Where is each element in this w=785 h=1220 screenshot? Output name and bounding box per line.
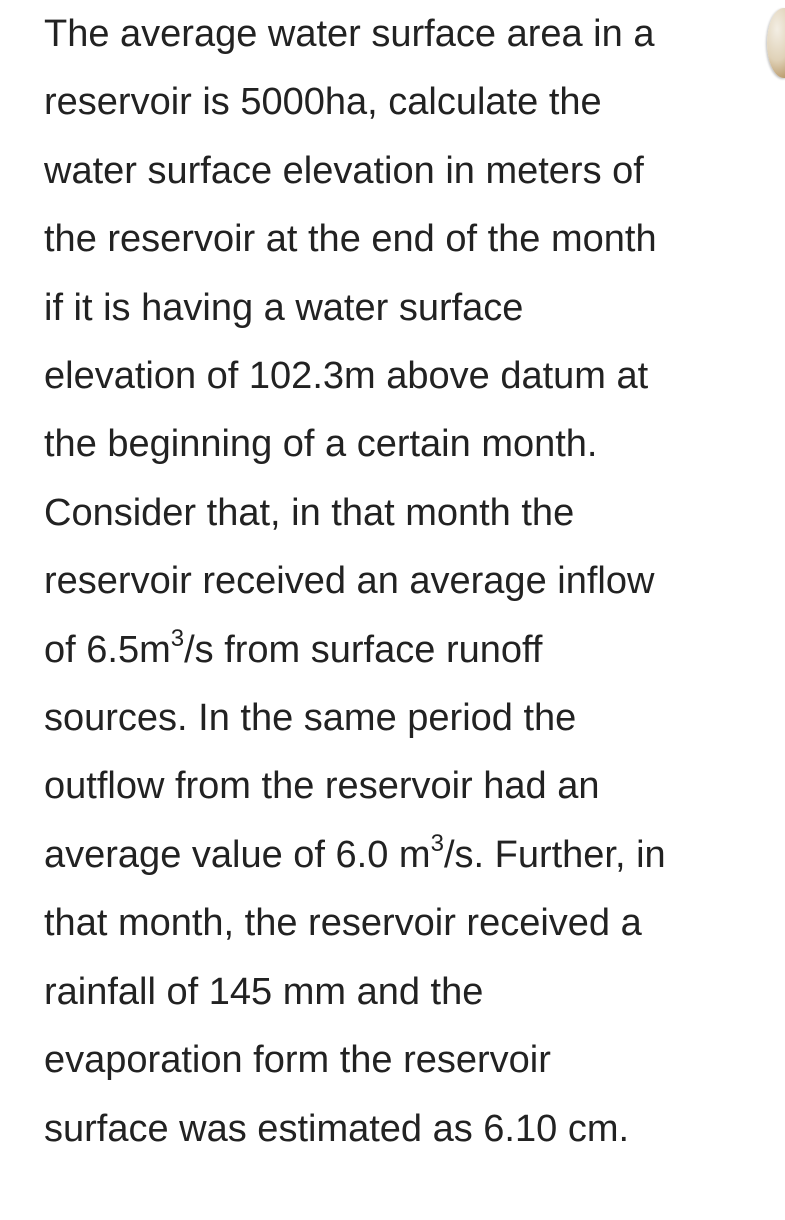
text-line: the reservoir at the end of the month — [44, 218, 657, 261]
text-line: water surface elevation in meters of — [44, 149, 644, 192]
superscript: 3 — [430, 830, 444, 858]
text-line: sources. In the same period the — [44, 697, 577, 740]
problem-statement — [44, 0, 784, 1163]
text-line: surface was estimated as 6.10 cm. — [44, 1107, 630, 1150]
text-line: the beginning of a certain month. — [44, 423, 598, 466]
text-line: reservoir received an average inflow — [44, 560, 655, 603]
text-segment: average value of 6.0 m — [44, 833, 431, 876]
text-line: rainfall of 145 mm and the — [44, 970, 484, 1013]
text-line — [44, 821, 784, 889]
text-line: Consider that, in that month the — [44, 491, 575, 534]
text-segment: of 6.5m — [44, 628, 171, 671]
text-line: evaporation form the reservoir — [44, 1039, 551, 1082]
superscript: 3 — [170, 625, 185, 652]
text-segment: /s from surface runoff — [184, 628, 543, 671]
text-line — [44, 616, 784, 684]
text-line: if it is having a water surface — [44, 286, 524, 329]
text-line: elevation of 102.3m above datum at — [44, 355, 649, 398]
text-segment: /s. Further, in — [443, 833, 666, 876]
text-line: reservoir is 5000ha, calculate the — [44, 81, 602, 124]
text-line: The average water surface area in a — [44, 13, 655, 55]
text-line: outflow from the reservoir had an — [44, 765, 600, 808]
text-line: that month, the reservoir received a — [44, 902, 642, 945]
